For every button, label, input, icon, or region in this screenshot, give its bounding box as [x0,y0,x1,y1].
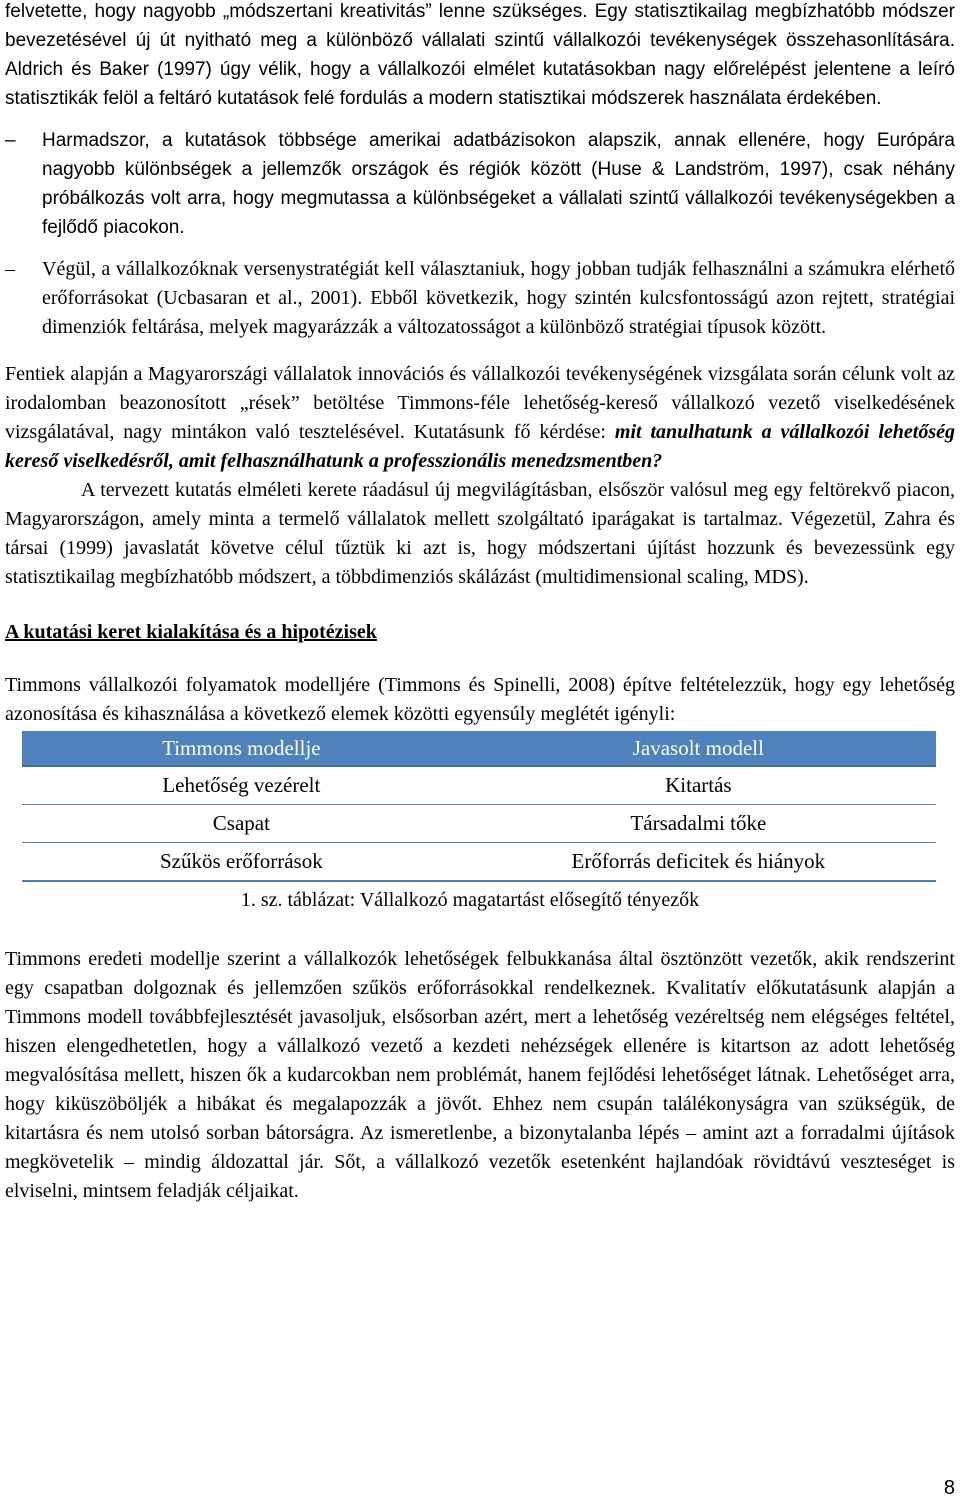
table-cell: Társadalmi tőke [461,805,936,843]
table-cell: Kitartás [461,766,936,805]
research-question: mit tanulhatunk a vállalkozói lehetőség kereső viselkedésről, amit felhasználhatunk a professzionális menedzsmentben? [5,421,955,472]
table-header-cell: Timmons modellje [22,731,461,766]
table-header-row [22,731,936,766]
table-cell: Lehetőség vezérelt [22,766,461,805]
page-number: 8 [943,1477,955,1499]
timmons-paragraph: Timmons vállalkozói folyamatok modelljére (Timmons és Spinelli, 2008) építve feltételezzük, hogy egy lehetőség azonosítása és kihasználása a következő elemek közötti egyensúly meglétét igényli: [5,674,955,725]
bullet-dash: – [5,130,16,151]
bullet-text: Végül, a vállalkozóknak versenystratégiát kell választaniuk, hogy jobban tudják felhasználni a számukra elérhető erőforrásokat (Ucbasaran et al., 2001). Ebből következik, hogy szintén kulcsfontosságú azon rejtett, stratégiai dimenziók feltárása, melyek magyarázzák a változatosságot a különböző stratégiai típusok között. [42,258,955,338]
table-header-cell: Javasolt modell [461,731,936,766]
table-cell: Csapat [22,805,461,843]
aims-paragraph [5,360,955,476]
intro-text-a: felvetette, hogy nagyobb „módszertani kreativitás” lenne szükséges. Egy statisztikailag megbízhatóbb módszer bevezetésével új út nyitható meg a különböző vállalati szintű vállalkozói tevékenységek összehasonlítására. [5,1,955,51]
aims-text: Fentiek alapján a Magyarországi vállalatok innovációs és vállalkozói tevékenységének vizsgálata során célunk volt az irodalomban beazonosított „rések” betöltése Timmons-féle lehetőség-kereső vállalkozó vezető viselkedésének vizsgálatával, nagy mintákon való tesztelésével. Kutatásunk fő kérdése: [5,363,955,443]
table-cell: Erőforrás deficitek és hiányok [461,843,936,882]
table-row [22,766,936,805]
table-row [22,843,936,882]
bullet-dash: – [5,258,15,280]
factors-table [22,731,936,882]
intro-text-b: Aldrich és Baker (1997) úgy vélik, hogy a vállalkozói elmélet kutatásokban nagy előrelépést jelentene a leíró statisztikák felöl a feltáró kutatások felé fordulás a modern statisztikai módszerek használata érdekében. [5,59,955,109]
table-cell: Szűkös erőforrások [22,843,461,882]
table-row [22,805,936,843]
final-paragraph: Timmons eredeti modellje szerint a vállalkozók lehetőségek felbukkanása által ösztönzött vezetők, akik rendszerint egy csapatban dolgoznak és jellemzően szűkös erőforrásokkal rendelkeznek. Kvalitatív előkutatásunk alapján a Timmons modell továbbfejlesztését javasoljuk, elsősorban azért, mert a lehetőség vezéreltség nem elégséges feltétel, hiszen elengedhetetlen, hogy a vállalkozó vezető a kezdeti nehézségek ellenére is kitartson az adott lehetőség megvalósítása mellett, hiszen ők a kudarcokban nem problémát, hanem fejlődési lehetőséget látnak. Lehetőséget arra, hogy kiküszöböljék a hibákat és megalapozzák a jövőt. Ehhez nem csupán találékonyságra van szükségük, de kitartásra és nem utolsó sorban bátorságra. Az ismeretlenbe, a bizonytalanba lépés – amint azt a forradalmi újítások megkövetelik – mindig áldozattal jár. Sőt, a vállalkozó vezetők esetenként hajlandóak rövidtávú veszteséget is elviselni, mintsem feladják céljaikat. [5,948,955,1202]
section-heading: A kutatási keret kialakítása és a hipotézisek [5,621,377,643]
bullet-text: Harmadszor, a kutatások többsége amerikai adatbázisokon alapszik, annak ellenére, hogy Európára nagyobb különbségek a jellemzők országok és régiók között (Huse & Landström, 1997), csak néhány próbálkozás volt arra, hogy megmutassa a különbségeket a vállalati szintű vállalkozói tevékenységekben a fejlődő piacokon. [42,130,955,238]
table-caption: 1. sz. táblázat: Vállalkozó magatartást elősegítő tényezők [240,889,700,911]
intro-paragraph [5,0,955,113]
framework-paragraph: A tervezett kutatás elméleti kerete ráadásul új megvilágításban, elsőször valósul meg egy feltörekvő piacon, Magyarországon, amely minta a termelő vállalatok mellett szolgáltató iparágakat is tartalmaz. Végezetül, Zahra és társai (1999) javaslatát követve célul tűztük ki azt is, hogy módszertani újítást hozzunk és bevezessünk egy statisztikailag megbízhatóbb módszert, a többdimenziós skálázást (multidimensional scaling, MDS). [5,479,955,588]
bullet-item [5,126,955,242]
document-page [5,0,955,1206]
bullet-item [5,255,955,342]
